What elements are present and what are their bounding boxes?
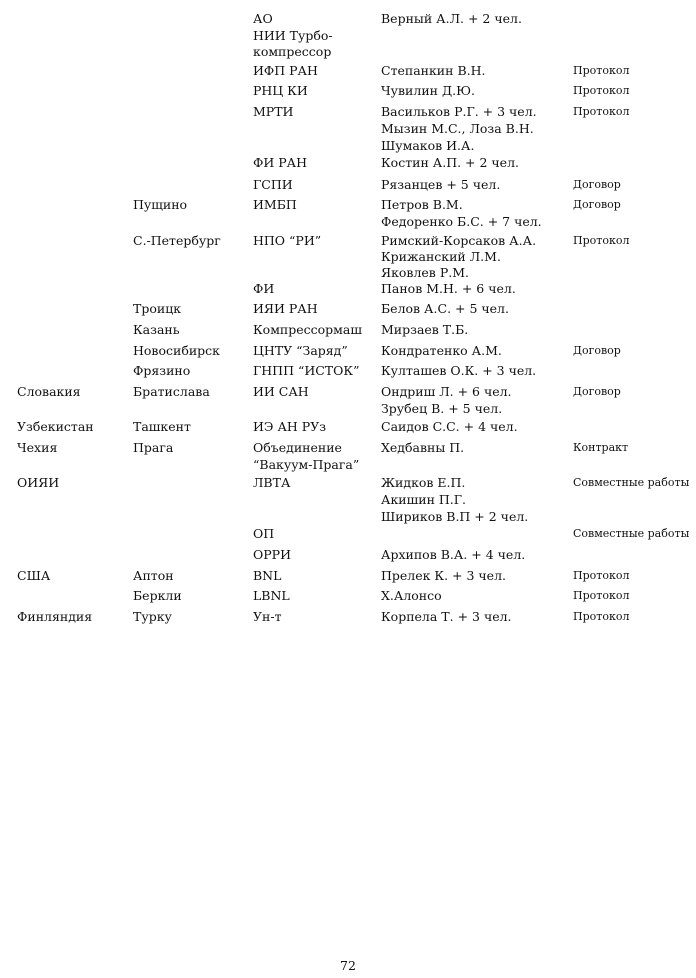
organization-cell: Компрессормаш <box>253 322 362 337</box>
table-row <box>0 103 696 120</box>
table-row <box>0 154 696 171</box>
participants-cell: Белов А.С. + 5 чел. <box>381 301 509 316</box>
organization-cell: компрессор <box>253 44 332 59</box>
table-row <box>0 362 696 379</box>
agreement-cell: Протокол <box>573 569 630 582</box>
city-cell: Новосибирск <box>133 343 220 358</box>
agreement-cell: Договор <box>573 344 621 357</box>
organization-cell: НИИ Турбо- <box>253 28 333 43</box>
table-row <box>0 27 696 44</box>
table-row <box>0 321 696 338</box>
participants-cell: Саидов С.С. + 4 чел. <box>381 419 518 434</box>
country-cell: Словакия <box>17 384 81 399</box>
city-cell: Казань <box>133 322 180 337</box>
participants-cell: Петров В.М. <box>381 197 463 212</box>
table-row <box>0 587 696 604</box>
organization-cell: Ун-т <box>253 609 282 624</box>
organization-cell: ОП <box>253 526 275 541</box>
participants-cell: Мирзаев Т.Б. <box>381 322 469 337</box>
table-row <box>0 196 696 213</box>
participants-cell: Шириков В.П + 2 чел. <box>381 509 529 524</box>
participants-cell: Х.Алонсо <box>381 588 442 603</box>
table-row <box>0 608 696 625</box>
participants-cell: Зрубец В. + 5 чел. <box>381 401 503 416</box>
country-cell: США <box>17 568 51 583</box>
city-cell: Аптон <box>133 568 174 583</box>
table-row <box>0 342 696 359</box>
agreement-cell: Контракт <box>573 441 629 454</box>
organization-cell: Объединение <box>253 440 342 455</box>
table-row <box>0 546 696 563</box>
organization-cell: ИМБП <box>253 197 297 212</box>
organization-cell: ГСПИ <box>253 177 293 192</box>
participants-cell: Корпела Т. + 3 чел. <box>381 609 512 624</box>
agreement-cell: Протокол <box>573 84 630 97</box>
organization-cell: НПО “РИ” <box>253 233 322 248</box>
participants-cell: Кондратенко А.М. <box>381 343 502 358</box>
table-row <box>0 82 696 99</box>
city-cell: Фрязино <box>133 363 191 378</box>
table-row <box>0 508 696 525</box>
table-row <box>0 383 696 400</box>
table-row <box>0 213 696 230</box>
organization-cell: ГНПП “ИСТОК” <box>253 363 360 378</box>
agreement-cell: Совместные работы <box>573 476 690 489</box>
participants-cell: Панов М.Н. + 6 чел. <box>381 281 516 296</box>
city-cell: Беркли <box>133 588 182 603</box>
table-row <box>0 456 696 473</box>
table-row <box>0 280 696 297</box>
participants-cell: Степанкин В.Н. <box>381 63 486 78</box>
city-cell: Прага <box>133 440 174 455</box>
participants-cell: Прелек К. + 3 чел. <box>381 568 506 583</box>
table-row <box>0 567 696 584</box>
organization-cell: ФИ РАН <box>253 155 308 170</box>
participants-cell: Шумаков И.А. <box>381 138 475 153</box>
participants-cell: Хедбавны П. <box>381 440 465 455</box>
agreement-cell: Совместные работы <box>573 527 690 540</box>
country-cell: ОИЯИ <box>17 475 60 490</box>
city-cell: Пущино <box>133 197 188 212</box>
organization-cell: LBNL <box>253 588 290 603</box>
organization-cell: МРТИ <box>253 104 294 119</box>
organization-cell: ЦНТУ “Заряд” <box>253 343 348 358</box>
agreement-cell: Протокол <box>573 234 630 247</box>
table-row <box>0 264 696 281</box>
table-row <box>0 474 696 491</box>
participants-cell: Архипов В.А. + 4 чел. <box>381 547 526 562</box>
participants-cell: Яковлев Р.М. <box>381 265 469 280</box>
participants-cell: Васильков Р.Г. + 3 чел. <box>381 104 537 119</box>
organization-cell: BNL <box>253 568 282 583</box>
table-row <box>0 300 696 317</box>
table-row <box>0 43 696 60</box>
city-cell: Троицк <box>133 301 182 316</box>
agreement-cell: Протокол <box>573 64 630 77</box>
table-row <box>0 120 696 137</box>
table-row <box>0 439 696 456</box>
organization-cell: ФИ <box>253 281 275 296</box>
participants-cell: Римский-Корсаков А.А. <box>381 233 537 248</box>
city-cell: С.-Петербург <box>133 233 221 248</box>
table-row <box>0 137 696 154</box>
table-row <box>0 62 696 79</box>
participants-cell: Крижанский Л.М. <box>381 249 501 264</box>
organization-cell: РНЦ КИ <box>253 83 308 98</box>
agreement-cell: Договор <box>573 178 621 191</box>
page-number: 72 <box>340 958 356 973</box>
participants-cell: Ондриш Л. + 6 чел. <box>381 384 512 399</box>
country-cell: Чехия <box>17 440 58 455</box>
table-row <box>0 525 696 542</box>
agreement-cell: Протокол <box>573 610 630 623</box>
agreement-cell: Договор <box>573 198 621 211</box>
table-row <box>0 491 696 508</box>
organization-cell: ИЭ АН РУз <box>253 419 327 434</box>
city-cell: Братислава <box>133 384 210 399</box>
country-cell: Финляндия <box>17 609 93 624</box>
country-cell: Узбекистан <box>17 419 94 434</box>
participants-cell: Чувилин Д.Ю. <box>381 83 475 98</box>
organization-cell: ЛВТА <box>253 475 291 490</box>
table-row <box>0 418 696 435</box>
participants-cell: Федоренко Б.С. + 7 чел. <box>381 214 542 229</box>
table-row <box>0 176 696 193</box>
participants-cell: Костин А.П. + 2 чел. <box>381 155 519 170</box>
city-cell: Ташкент <box>133 419 191 434</box>
participants-cell: Верный А.Л. + 2 чел. <box>381 11 522 26</box>
table-row <box>0 10 696 27</box>
participants-cell: Жидков Е.П. <box>381 475 466 490</box>
agreement-cell: Договор <box>573 385 621 398</box>
agreement-cell: Протокол <box>573 589 630 602</box>
organization-cell: ИФП РАН <box>253 63 318 78</box>
table-row <box>0 248 696 265</box>
participants-cell: Рязанцев + 5 чел. <box>381 177 501 192</box>
organization-cell: ИИ САН <box>253 384 309 399</box>
table-row <box>0 400 696 417</box>
organization-cell: ОРРИ <box>253 547 291 562</box>
participants-cell: Култашев О.К. + 3 чел. <box>381 363 537 378</box>
organization-cell: АО <box>253 11 273 26</box>
participants-cell: Мызин М.С., Лоза В.Н. <box>381 121 534 136</box>
organization-cell: “Вакуум-Прага” <box>253 457 360 472</box>
agreement-cell: Протокол <box>573 105 630 118</box>
organization-cell: ИЯИ РАН <box>253 301 318 316</box>
table-row <box>0 232 696 249</box>
city-cell: Турку <box>133 609 172 624</box>
participants-cell: Акишин П.Г. <box>381 492 466 507</box>
